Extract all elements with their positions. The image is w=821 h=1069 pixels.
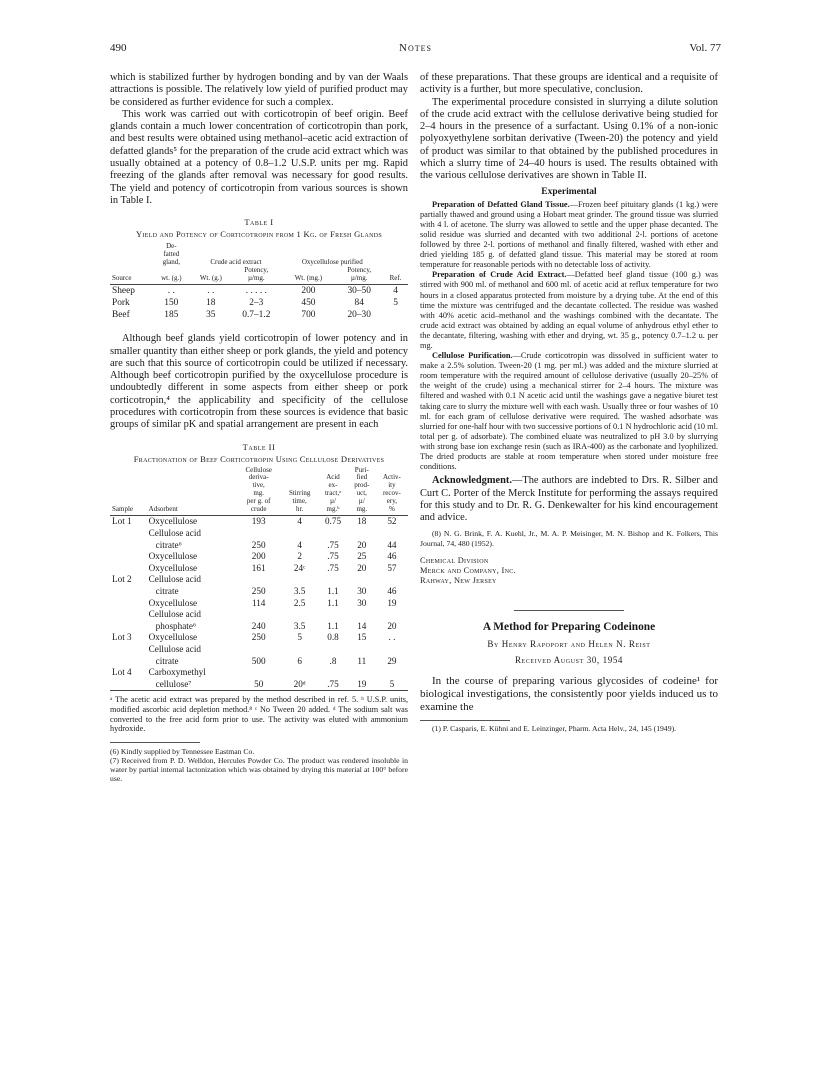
table-cell [110,563,147,575]
table-cell [348,644,376,656]
table-cell: Cellulose acid [148,643,201,654]
affiliation [420,556,718,586]
table-1-header: Potency, µ/mg. [335,266,383,285]
table-cell [110,551,147,563]
table-cell [110,598,147,610]
table-cell: 84 [354,298,364,309]
table-cell: 11 [357,655,367,666]
run-in-heading: Preparation of Defatted Gland Tissue. [432,199,570,209]
table-row [110,309,408,321]
paragraph: In the course of preparing various glycosides of codeine¹ for biological investigations, the consistently poor yields induced us to examine the [420,674,718,713]
table-cell: Oxycellulose [148,597,198,608]
acknowledgment-heading: Acknowledgment. [432,475,512,487]
table-cell: 193 [251,516,266,527]
table-cell: 20 [387,620,397,631]
table-cell: 0.75 [324,516,342,527]
table-2-header: Stirring time, hr. [281,467,318,516]
table-cell: 185 [164,310,179,321]
table-row [110,574,408,586]
table-cell: Oxycellulose [148,516,198,527]
footnote: (8) N. G. Brink, F. A. Kuehl, Jr., M. A. P. Meisinger, M. N. Bishop and K. Folkers, This Journal, 74, 480 (1952). [420,529,718,548]
table-cell [318,667,347,679]
table-cell: citrate [155,585,179,596]
article-authors: By Henry Rapoport and Helen N. Reist [487,638,651,649]
table-cell: Sheep [112,286,135,297]
table-cell [281,528,318,540]
table-row [110,598,408,610]
table-cell [376,644,408,656]
table-2-header: Cellulose deriva- tive, mg. per g. of crude [236,467,281,516]
table-cell: Cellulose acid [148,574,201,585]
table-cell: Carboxymethyl [148,667,206,678]
article-received-date: Received August 30, 1954 [514,654,624,665]
table-cell: cellulose⁷ [147,679,237,691]
table-cell: .75 [327,562,339,573]
table-cell: 20 [357,562,367,573]
table-cell [281,609,318,621]
table-cell: 1.1 [327,597,339,608]
table-cell [318,609,347,621]
table-cell: 250 [251,539,266,550]
table-1-header: wt. (g.) [152,266,190,285]
table-cell: 50 [236,679,281,691]
table-2-footnote: ᵃ The acetic acid extract was prepared by the method described in ref. 5. ᵇ U.S.P. units, modified ascorbic acid depletion method.⁸ ᶜ No Tween 20 added. ᵈ The sodium salt was converted to the free acid form prior to use. The activity was eluted with ammonium hydroxide. [110,695,408,734]
table-cell [110,540,147,552]
table-cell: Cellulose acid [148,528,201,539]
table-cell: 3.5 [293,620,306,631]
table-cell: 0.8 [327,632,339,643]
table-2-header: Activ- ity recov- ery, % [376,467,408,516]
table-cell [383,309,408,321]
table-cell [110,621,147,633]
footnote: (6) Kindly supplied by Tennessee Eastman Co. [110,746,255,756]
table-cell [110,586,147,598]
section-title: Notes [399,42,432,54]
table-cell: 30 [357,585,367,596]
table-cell [376,609,408,621]
left-column [110,72,408,784]
table-cell [236,667,281,679]
table-cell: 25 [357,551,367,562]
paragraph: Although beef glands yield corticotropin of lower potency and in smaller quantity than either sheep or pork glands, the yield and potency are such that this source of corticotropin could be utilized if necessary. Although beef corticotropin purified by the oxycellulose procedure is undoubtedly different in some aspects from either sheep or pork corticotropin,⁴ the applicability and specificity of the cellulose procedures with corticotropin from these sources is evidence that basic groups of similar pK and spatial arrangement are present in each [110,333,408,431]
table-cell: . . [207,286,215,297]
table-cell: 2–3 [249,298,264,309]
table-2-header-row [110,467,408,516]
table-1-caption: Yield and Potency of Corticotropin from 1 Kg. of Fresh Glands [135,229,383,240]
table-cell: 19 [387,597,397,608]
table-cell: 46 [387,585,397,596]
table-cell: 5 [297,632,302,643]
table-cell: 20 [357,539,367,550]
table-row [110,285,408,298]
affiliation-line: Rahway, New Jersey [420,575,497,585]
table-cell: 5 [393,298,398,309]
table-cell [376,528,408,540]
table-cell [281,644,318,656]
paragraph: of these preparations. That these groups are identical and a requisite of activity is a further, but more speculative, conclusion. [420,72,718,96]
table-cell: 114 [251,597,266,608]
table-cell: 20ᵈ [281,679,318,691]
paragraph: The experimental procedure consisted in slurrying a dilute solution of the crude acid extract with the cellulose derivative being studied for 2–4 hours in the presence of a surfactant. Using 0.1% of a non-ionic polyoxyethylene sorbitan derivative (Tween-20) the potency and yield of product was similar to that obtained by the published procedures in which a slurry time of 24–40 hours is used. The results obtained with the various cellulose derivatives are shown in Table II. [420,96,718,182]
table-2-header: Puri- fied prod- uct, µ/ mg. [348,467,376,516]
acknowledgment [420,475,718,524]
table-2-header: Acid ex- tract,ᵃ µ/ mg.ᵇ [318,467,347,516]
table-cell: citrate [155,655,179,666]
table-cell: 3.5 [293,585,306,596]
table-cell: Oxycellulose [148,551,198,562]
paragraph: which is stabilized further by hydrogen bonding and by van der Waals attractions is possible. The relatively low yield of purified product may be considered as further evidence for such a complex. [110,72,408,108]
table-cell: 161 [251,562,266,573]
table-row [110,528,408,540]
table-2-header: Sample [110,467,147,516]
table-cell: 20–30 [347,310,371,321]
table-cell: 250 [251,585,266,596]
table-cell: 2.5 [293,597,306,608]
table-1-header: Potency, µ/mg. [231,266,281,285]
volume-label: Vol. 77 [689,42,721,54]
table-cell: 30–50 [347,286,371,297]
table-row [110,609,408,621]
experimental-paragraph [420,270,718,351]
table-cell: . . [388,632,396,643]
table-cell: 46 [387,551,397,562]
table-cell: 19 [348,679,376,691]
table-cell [348,609,376,621]
paragraph-body: —Frozen beef pituitary glands (1 kg.) were partially thawed and ground using a Hobart meat grinder. The ground tissue was slurried with 4 l. of acetone. The slurry was allowed to settle and the upper phase decanted. The solid residue was slurried and decanted with two additional 2-l. portions of acetone followed by three 2-l. portions of methanol and finally filtered, washed with ether and dried yielding 185 g. of defatted gland tissue. This material may be stored at room temperature for reasonable periods with no detectable loss of activity. [420,199,718,270]
running-head [110,42,721,58]
footnote: (7) Received from P. D. Welldon, Hercules Powder Co. The product was rendered insoluble in water by partial internal lactonization which was obtained by drying this material at 100° before use. [110,755,408,784]
table-1 [110,242,408,321]
table-cell: Oxycellulose [148,632,198,643]
table-row [110,632,408,644]
table-cell: phosphate⁶ [155,620,197,631]
experimental-paragraph [420,351,718,472]
table-cell: . . [167,286,175,297]
paragraph-body: —Crude corticotropin was dissolved in sufficient water to make a 2.5% solution. Tween-20 (1 mg. per ml.) was added and the mixture slurried at room temperature with the required amount of cellulose derivative (usually 20–25% of the weight of the crude) using a mechanical stirrer for 2–4 hours. The mixture was filtered and washed with 0.1 N acetic acid until the washings gave a negative biuret test taking care to slurry the mixture well with each wash. Usually three or four washes of 10 ml. for each gram of cellulose derivative were required. The washed adsorbate was slurried for one-half hour with two successive portions of 0.1 N hydrochloric acid (10 ml. total per g. of adsorbate). The combined eluate was neutralized to pH 3.0 by slurrying with strong base ion exchange resin (such as IRA-400) as the carbonate and lyophilized. The dried products are stable at room temperature when stored under moisture free conditions. [420,351,718,472]
article-separator [514,610,624,611]
table-row [110,667,408,679]
table-cell [236,528,281,540]
table-cell [376,667,408,679]
table-1-header: Wt. (mg.) [281,266,335,285]
table-cell: 240 [251,620,266,631]
table-cell: 30 [357,597,367,608]
footnote: (1) P. Casparis, E. Kühni and E. Leinzinger, Pharm. Acta Helv., 24, 145 (1949). [432,723,677,733]
table-cell: 52 [387,516,397,527]
table-cell [348,528,376,540]
table-cell: 4 [297,539,302,550]
table-row [110,586,408,598]
table-cell [236,574,281,586]
table-cell: .75 [318,679,347,691]
paragraph-body: —Defatted beef gland tissue (100 g.) was stirred with 900 ml. of methanol and 600 ml. of acetic acid at reflux temperature for two hours in a closed apparatus protected from moisture by a drying tube. At the end of this time the mixture was centrifuged and the decantate collected. The residue was washed with 40% acetic acid–methanol and the washings combined with the decantate. The crude acid extract was obtained by adding an equal volume of anhydrous ethyl ether to the decantate, filtering, washing with ether and drying, wt. 35 g., potency 0.7–1.2 u. per mg. [420,270,718,350]
table-cell: 15 [357,632,367,643]
table-cell: Lot 4 [112,667,132,678]
table-row [110,540,408,552]
table-cell: .8 [329,655,337,666]
run-in-heading: Cellulose Purification. [432,351,513,361]
table-cell: Lot 2 [112,574,132,585]
table-cell: . . . . . [245,286,267,297]
table-2-header: Adsorbent [147,467,237,516]
table-cell: 5 [376,679,408,691]
table-cell [110,656,147,668]
table-cell: 18 [357,516,367,527]
affiliation-line: Chemical Division [420,555,489,565]
table-cell [318,574,347,586]
table-cell [348,574,376,586]
affiliation-line: Merck and Company, Inc. [420,565,516,575]
paragraph: This work was carried out with corticotropin of beef origin. Beef glands contain a much lower concentration of corticotropin than pork, and best results were obtained using methanol–acetic acid extraction of defatted glands⁵ for the preparation of the crude acid extract which was usually obtained at a potency of 0.8–1.2 U.S.P. units per mg. Rapid freezing of the glands after removal was necessary for good results. The yield and potency of corticotropin from various sources is shown in Table I. [110,108,408,206]
table-cell [318,528,347,540]
table-cell [281,667,318,679]
table-cell: .75 [327,539,339,550]
table-cell: 1.1 [327,585,339,596]
table-cell [110,679,147,691]
table-1-header: Source [110,266,152,285]
table-cell: 35 [206,310,216,321]
table-1-header: De- fatted gland, [162,242,180,267]
table-cell: 700 [301,310,316,321]
table-1-header: Oxycellulose purified [301,258,363,267]
table-cell [281,574,318,586]
table-1-header: Ref. [383,266,408,285]
table-row [110,644,408,656]
table-cell: .75 [327,551,339,562]
acknowledgment-body: —The authors are indebted to Drs. R. Silber and Curt C. Porter of the Merck Institute for performing the assays required for this study and to Dr. R. G. Denkewalter for his kind encouragement and advice. [420,475,718,524]
table-cell: Lot 3 [112,632,132,643]
table-cell: 150 [164,298,179,309]
table-cell [236,609,281,621]
table-cell: 450 [301,298,316,309]
table-2-label: Table II [242,441,276,452]
table-cell [110,609,147,621]
right-column [420,72,718,733]
table-cell: 0.7–1.2 [242,310,271,321]
article-title: A Method for Preparing Codeinone [482,620,656,633]
table-cell: 6 [297,655,302,666]
table-cell: 2 [297,551,302,562]
table-row [110,656,408,668]
table-cell [236,644,281,656]
table-cell: 200 [301,286,316,297]
table-cell: citrate⁶ [155,539,182,550]
table-row [110,679,408,691]
table-cell: 500 [251,655,266,666]
table-cell: 18 [206,298,216,309]
table-cell: 29 [387,655,397,666]
table-1-header: Crude acid extract [210,258,262,267]
experimental-heading: Experimental [541,186,597,197]
table-2-body [110,516,408,691]
table-cell: Lot 1 [112,516,132,527]
table-2-caption: Fractionation of Beef Corticotropin Using Cellulose Derivatives [133,453,385,464]
table-cell: Oxycellulose [148,562,198,573]
table-cell: Cellulose acid [148,609,201,620]
footnote-rule [110,742,200,743]
table-cell: 14 [357,620,367,631]
table-cell: Beef [112,310,130,321]
table-cell: 200 [251,551,266,562]
table-cell [348,667,376,679]
page-number: 490 [110,42,127,54]
table-row [110,551,408,563]
table-row [110,297,408,309]
table-1-label: Table I [244,217,274,228]
table-row [110,621,408,633]
table-cell: 4 [297,516,302,527]
table-cell: Pork [112,298,130,309]
table-row [110,563,408,575]
table-cell [318,644,347,656]
table-row [110,516,408,528]
table-cell: 57 [387,562,397,573]
table-cell [376,574,408,586]
table-cell: 44 [387,539,397,550]
table-cell [110,644,147,656]
table-cell: 1.1 [327,620,339,631]
table-cell: 250 [251,632,266,643]
table-2 [110,467,408,692]
table-cell: 4 [393,286,398,297]
footnote-rule [420,720,510,721]
experimental-paragraph [420,200,718,271]
table-cell: 24ᶜ [293,562,306,573]
run-in-heading: Preparation of Crude Acid Extract. [432,270,567,280]
table-cell [110,528,147,540]
table-1-header: Wt. (g.) [190,266,231,285]
